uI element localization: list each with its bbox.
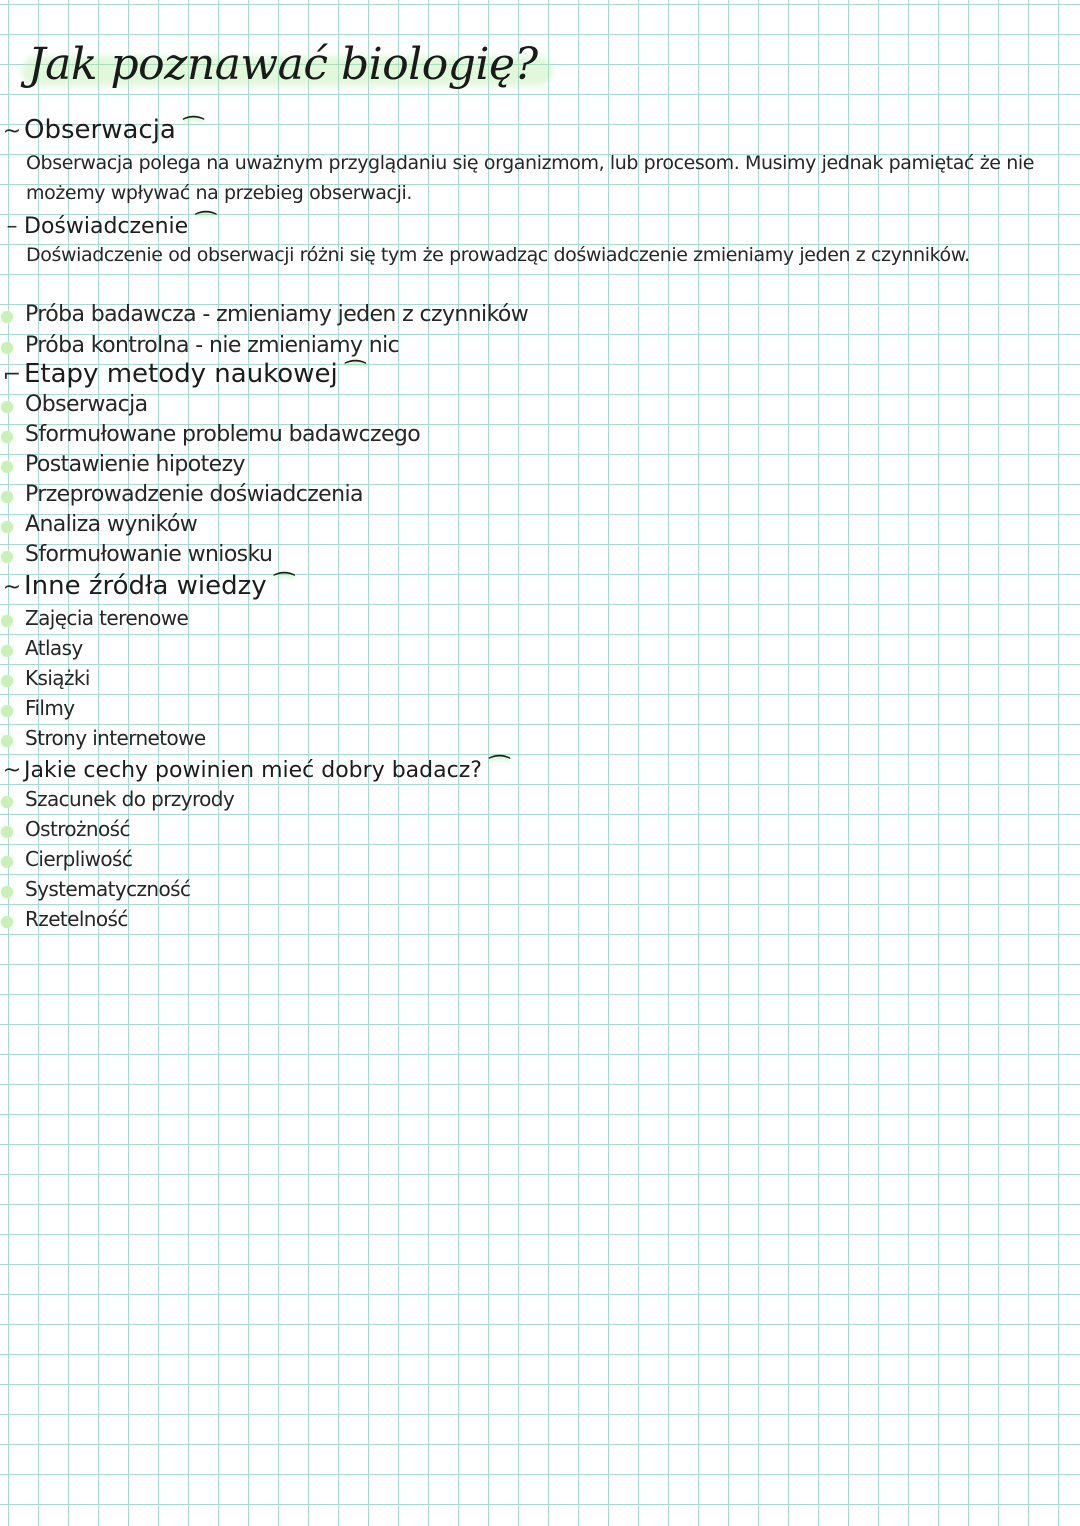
dash-marker: ~ [2,119,22,144]
list-item: Rzetelność [0,904,128,934]
tilde-decoration: ⁀ [489,755,510,783]
list-item: Cierpliwość [0,844,132,874]
list-item: Atlasy [0,633,83,663]
obserwacja-paragraph: Obserwacja polega na uważnym przyglądaniu się organizmom, lub procesom. Musimy jednak pamiętać że nie możemy wpływać na przebieg obserwacji. [26,152,1035,204]
bullet-icon [1,675,13,687]
list-item: Strony internetowe [0,723,206,753]
tilde-decoration: ⁀ [274,572,294,600]
list-item: Książki [0,663,90,693]
bullet-icon [1,826,13,838]
tilde-decoration: ⁀ [196,211,216,239]
bullet-icon [1,461,13,473]
page-title: Jak poznawać biologię? [28,39,538,90]
list-item: Sformułowane problemu badawczego [0,420,420,450]
dash-marker: ~ [2,758,22,783]
list-item: Filmy [0,693,74,723]
section-heading-doswiadczenie [0,210,215,240]
bullet-icon [1,342,13,354]
list-item: Postawienie hipotezy [0,450,245,480]
section-heading-label: Jakie cechy powinien mieć dobry badacz? [24,758,482,783]
list-item: Próba badawcza - zmieniamy jeden z czynników [0,300,528,330]
section-heading-zrodla [0,571,294,601]
list-item: Zajęcia terenowe [0,603,188,633]
list-item: Systematyczność [0,874,190,904]
bullet-icon [1,491,13,503]
section-heading-label: Doświadczenie [24,214,189,239]
section-heading-label: Inne źródła wiedzy [24,571,267,601]
dash-marker: – [6,214,18,239]
bullet-icon [1,551,13,563]
list-item: Szacunek do przyrody [0,784,234,814]
tilde-decoration: ⁀ [345,360,365,388]
section-heading-obserwacja [0,115,203,145]
bullet-icon [1,705,13,717]
bullet-icon [1,431,13,443]
list-item: Sformułowanie wniosku [0,540,272,570]
list-item: Analiza wyników [0,510,197,540]
dash-marker: ~ [2,575,22,600]
bullet-icon [1,401,13,413]
list-item: Próba kontrolna - nie zmieniamy nic [0,331,399,361]
bullet-icon [1,796,13,808]
bullet-icon [1,916,13,928]
bullet-icon [1,856,13,868]
bullet-icon [1,615,13,627]
dash-marker: ⌐ [2,363,22,388]
section-heading-label: Etapy metody naukowej [24,359,338,389]
bullet-icon [1,735,13,747]
list-item: Obserwacja [0,390,148,420]
tilde-decoration: ⁀ [183,116,204,144]
bullet-icon [1,521,13,533]
doswiadczenie-paragraph: Doświadczenie od obserwacji różni się tym że prowadząc doświadczenie zmieniamy jeden z czynników. [26,244,970,266]
bullet-icon [1,311,13,323]
list-item: Ostrożność [0,814,130,844]
section-heading-etapy [0,359,365,389]
bullet-icon [1,645,13,657]
bullet-icon [1,886,13,898]
section-heading-label: Obserwacja [24,115,176,145]
list-item: Przeprowadzenie doświadczenia [0,480,363,510]
section-heading-cechy [0,754,509,784]
